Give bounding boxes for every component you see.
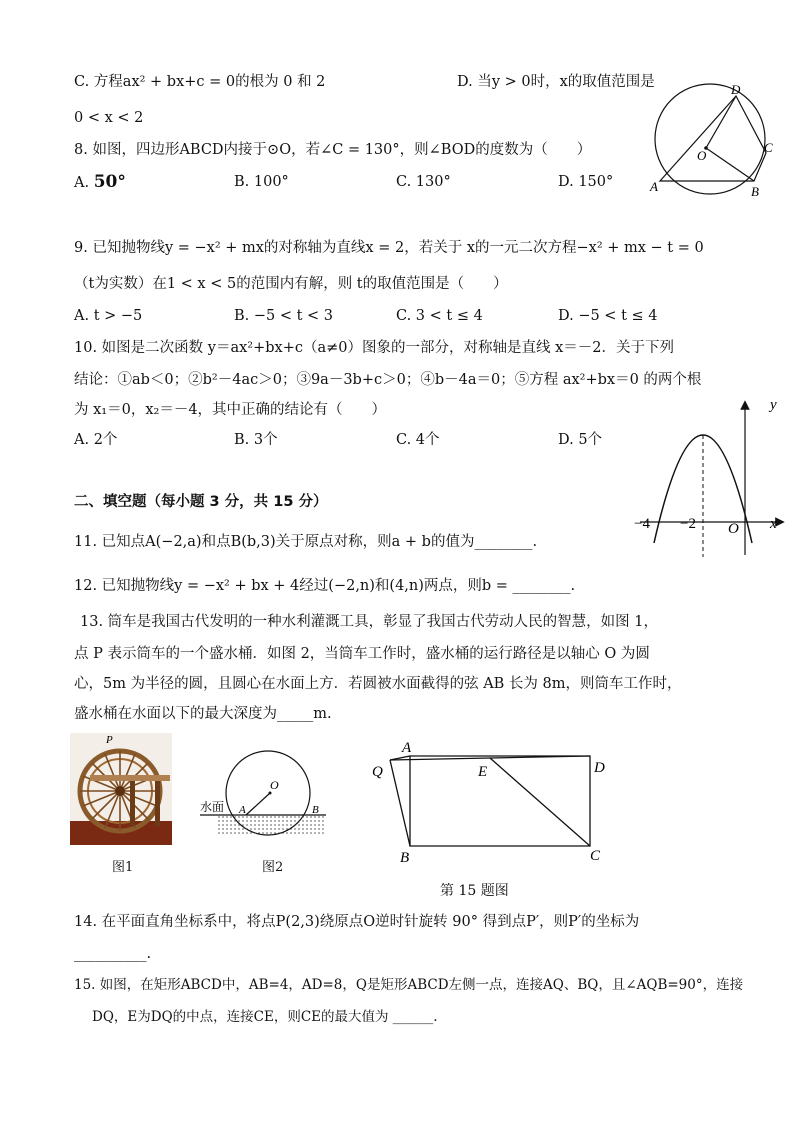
q10-line1: 10. 如图是二次函数 y＝ax²+bx+c（a≠0）图象的一部分，对称轴是直线 x＝－2．关于下列 (74, 340, 675, 356)
q10-line2: 结论：①ab＜0；②b²－4ac＞0；③9a－3b+c＞0；④b－4a＝0；⑤方程 ax²+bx＝0 的两个根 (74, 372, 702, 388)
label-b: B (400, 850, 410, 866)
q8-option-c: C. 130° (396, 174, 451, 190)
label-y: y (770, 397, 777, 413)
label-d: D (594, 760, 605, 776)
label-minus4: −4 (634, 516, 650, 532)
q11-text: 11. 已知点A(−2,a)和点B(b,3)关于原点对称，则a + b的值为________. (74, 534, 538, 550)
figure2-caption: 图2 (262, 860, 284, 875)
q8-circle-figure (640, 78, 780, 208)
q8-option-a-label: A. (74, 175, 90, 191)
q10-option-d: D. 5个 (558, 432, 603, 448)
q9-option-c: C. 3 < t ≤ 4 (396, 308, 483, 324)
label-minus2: −2 (680, 516, 696, 532)
label-b: B (751, 184, 759, 199)
figure15-diagram (366, 736, 616, 866)
q9-option-d: D. −5 < t ≤ 4 (558, 308, 658, 324)
segment-ec (490, 758, 590, 846)
q14-line1: 14. 在平面直角坐标系中，将点P(2,3)绕原点O逆时针旋转 90° 得到点P′，则P′的坐标为 (74, 914, 640, 930)
q13-line3: 心，5m 为半径的圆，且圆心在水面上方．若圆被水面截得的弦 AB 长为 8m，则筒车工作时， (74, 676, 682, 692)
label-c: C (590, 848, 601, 864)
q8-option-a (74, 172, 126, 193)
label-o: O (697, 148, 707, 163)
label-q: Q (372, 764, 383, 780)
label-x: x (770, 516, 777, 532)
label-e: E (478, 764, 488, 780)
label-o: O (270, 778, 279, 792)
q8-stem: 8. 如图，四边形ABCD内接于⊙O，若∠C = 130°，则∠BOD的度数为（ ） (74, 142, 592, 158)
q13-line2: 点 P 表示筒车的一个盛水桶．如图 2，当筒车工作时，盛水桶的运行路径是以轴心 O 为圆 (74, 646, 650, 662)
q9-option-a: A. t > −5 (74, 308, 143, 324)
segment-qb (390, 760, 410, 846)
segment-od (706, 96, 736, 148)
label-d: D (731, 82, 741, 97)
section2-heading: 二、填空题（每小题 3 分，共 15 分） (74, 494, 328, 510)
q7-option-c: C. 方程ax² + bx+c = 0的根为 0 和 2 (74, 74, 326, 90)
q15-line2: DQ，E为DQ的中点，连接CE，则CE的最大值为 ______. (92, 1009, 438, 1025)
q7-option-d-continued: 0 < x < 2 (74, 110, 144, 126)
q8-option-a-value: 50° (93, 172, 126, 192)
q9-option-b: B. −5 < t < 3 (234, 308, 334, 324)
q14-line2: __________. (74, 946, 152, 962)
q7-option-d: D. 当y > 0时，x的取值范围是 (457, 74, 655, 90)
q9-line1: 9. 已知抛物线y = −x² + mx的对称轴为直线x = 2，若关于 x的一元二次方程−x² + mx − t = 0 (74, 240, 704, 256)
quadrilateral-abcd (660, 96, 766, 181)
q10-option-b: B. 3个 (234, 432, 278, 448)
q8-option-d: D. 150° (558, 174, 614, 190)
figure1-caption: 图1 (112, 860, 134, 875)
water-wheel-photo (70, 733, 172, 845)
label-water: 水面 (200, 800, 225, 814)
rectangle-abcd (410, 756, 590, 846)
q9-line2: （t为实数）在1 < x < 5的范围内有解，则 t的取值范围是（ ） (74, 276, 508, 292)
q8-option-b: B. 100° (234, 174, 289, 190)
q10-option-a: A. 2个 (74, 432, 118, 448)
segment-ob (706, 148, 754, 181)
q10-line3: 为 x₁＝0，x₂＝－4，其中正确的结论有（ ） (74, 402, 387, 418)
label-c: C (764, 140, 773, 155)
label-a: A (402, 740, 412, 756)
label-a: A (239, 804, 246, 816)
label-a: A (650, 179, 658, 194)
figure2-diagram (198, 745, 330, 850)
q12-text: 12. 已知抛物线y = −x² + bx + 4经过(−2,n)和(4,n)两点，则b = ________. (74, 578, 576, 594)
segment-oa (246, 793, 270, 815)
label-origin: O (728, 521, 739, 537)
figure15-caption: 第 15 题图 (440, 883, 509, 899)
q13-line1: 13. 筒车是我国古代发明的一种水利灌溉工具，彰显了我国古代劳动人民的智慧，如图 1， (80, 614, 658, 630)
label-b: B (312, 804, 319, 816)
wheel-path-circle (226, 751, 310, 835)
q10-parabola-figure (630, 395, 790, 560)
q13-line4: 盛水桶在水面以下的最大深度为_____m. (74, 706, 332, 722)
q15-line1: 15. 如图，在矩形ABCD中，AB=4，AD=8，Q是矩形ABCD左侧一点，连接AQ、BQ，且∠AQB=90°，连接 (74, 977, 744, 993)
q10-option-c: C. 4个 (396, 432, 440, 448)
label-p: P (106, 734, 113, 746)
